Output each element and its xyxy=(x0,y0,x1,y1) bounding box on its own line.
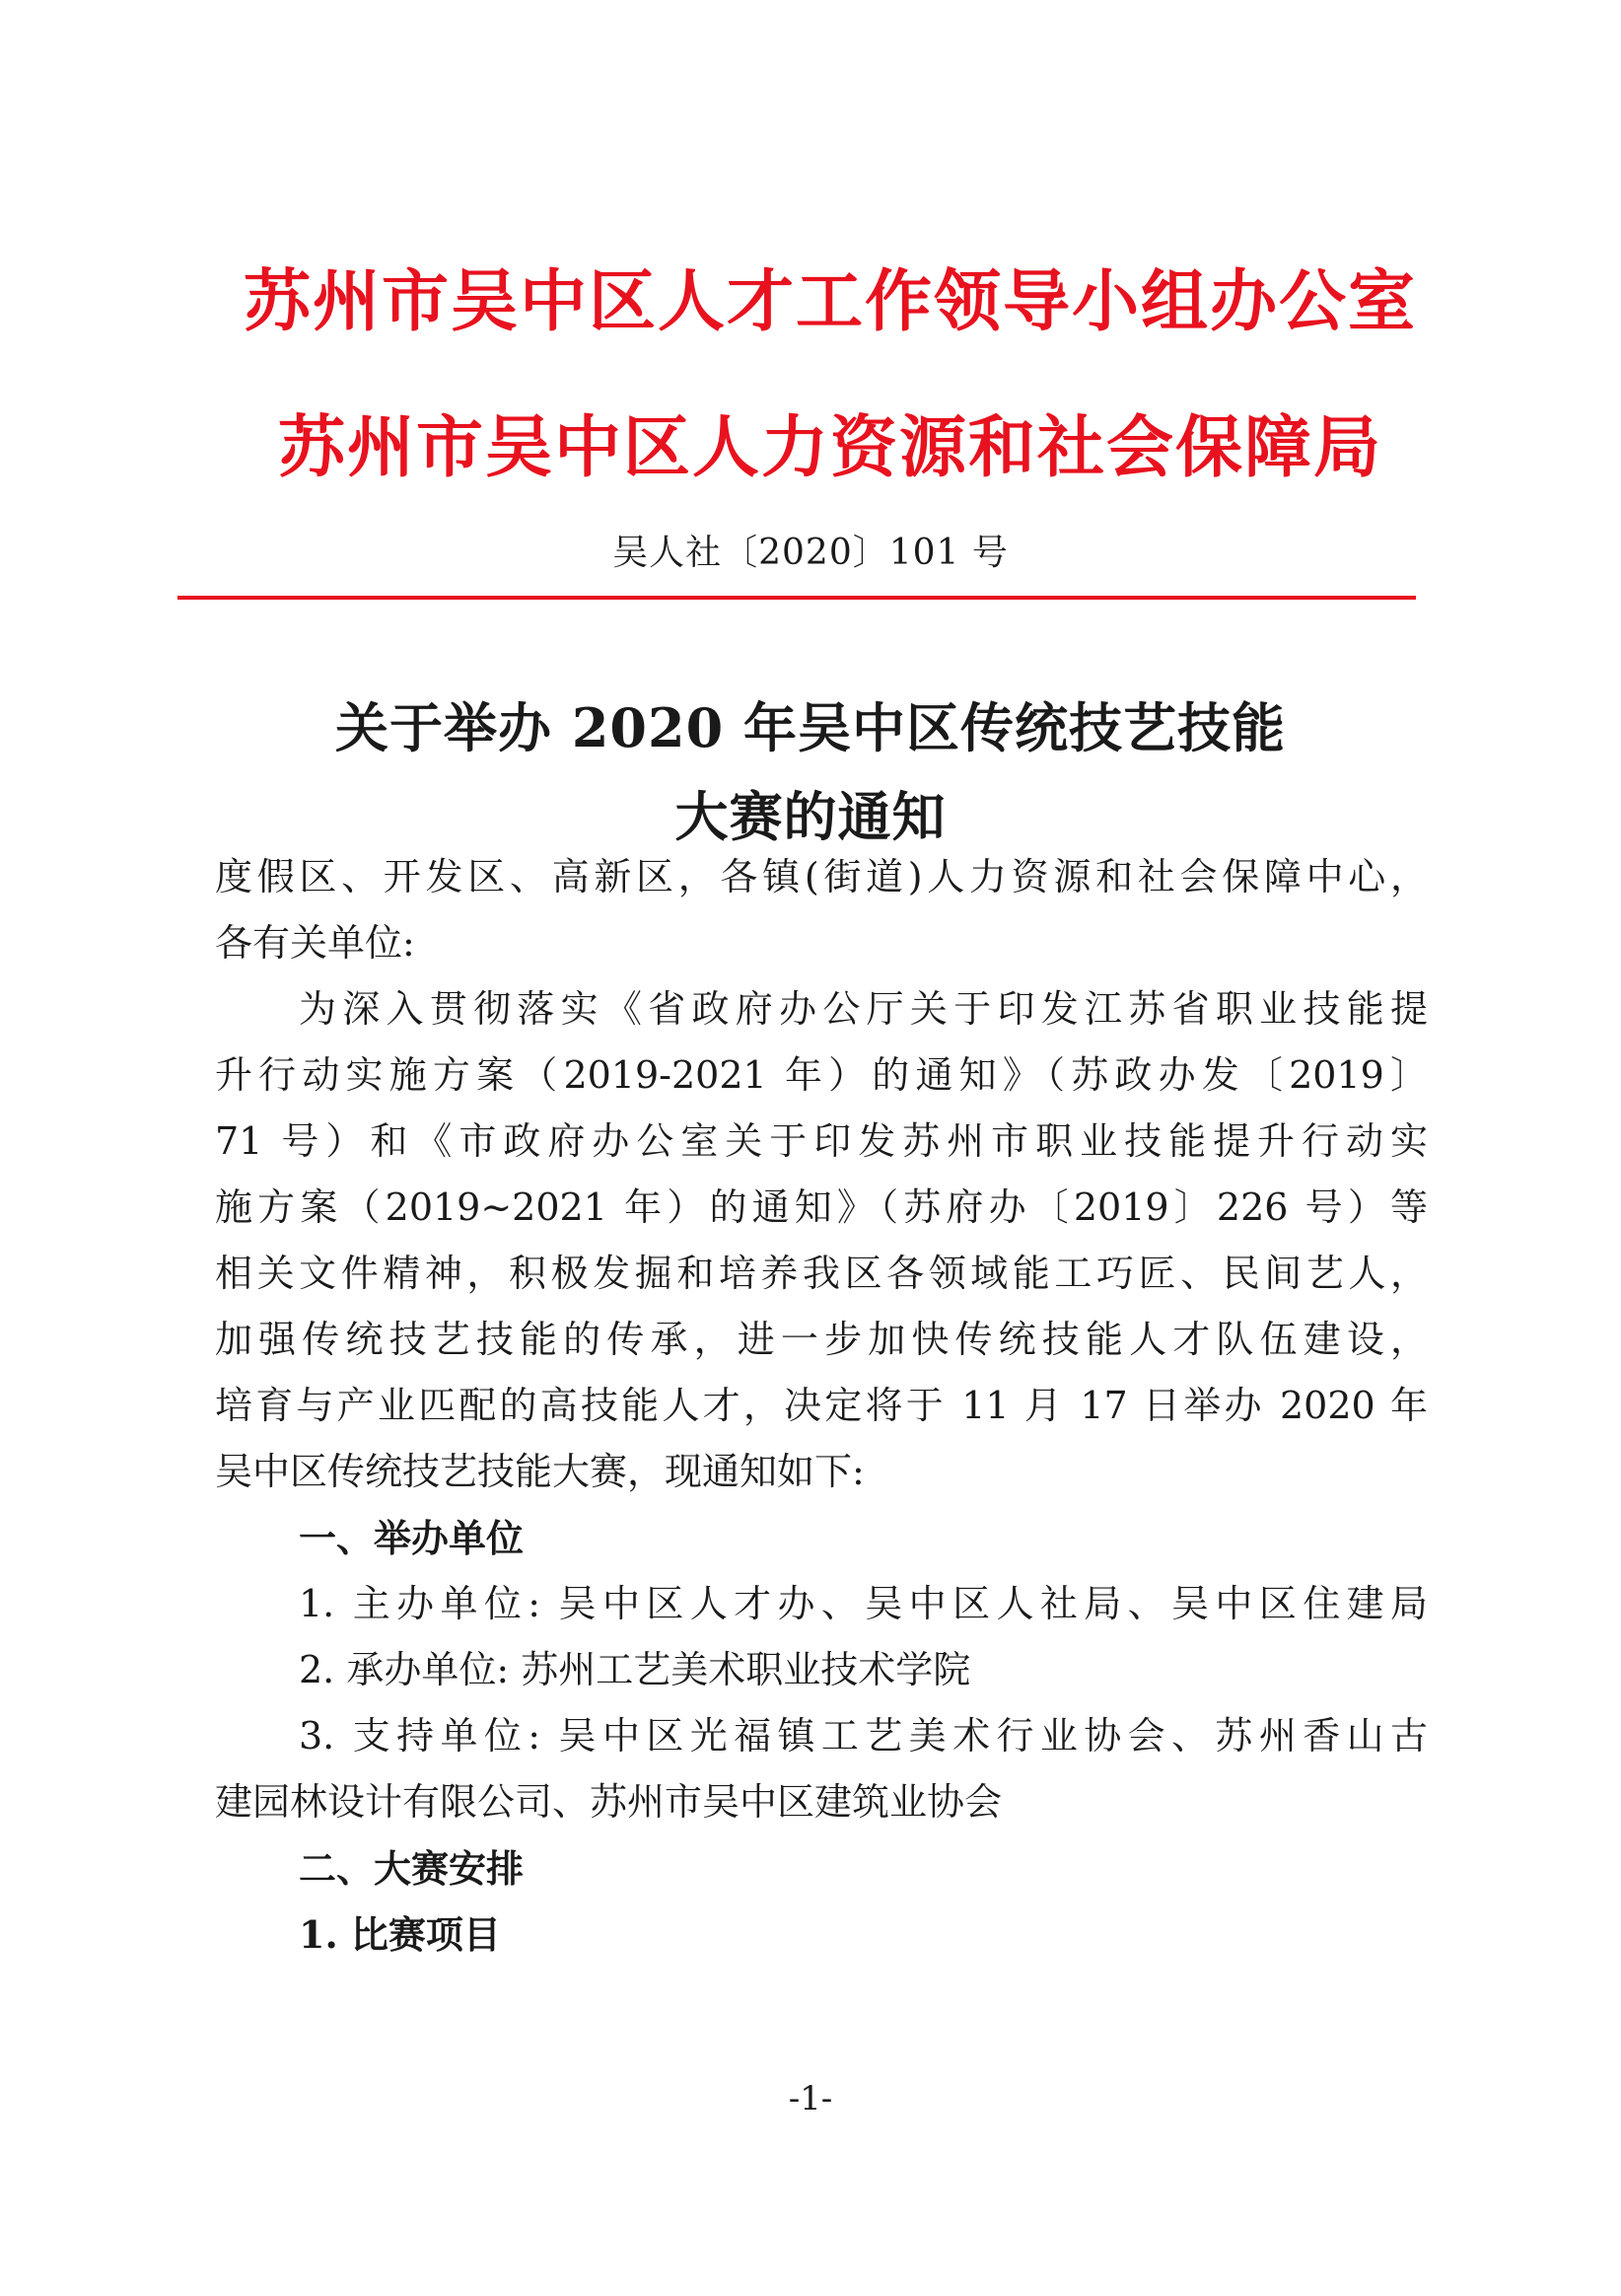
body-line: 加强传统技艺技能的传承，进一步加快传统技能人才队伍建设， xyxy=(215,1318,1428,1361)
document-title-line-1: 关于举办 2020 年吴中区传统技艺技能 xyxy=(335,696,1286,759)
document-number: 吴人社〔2020〕101 号 xyxy=(612,533,1009,573)
issuing-org-line-2: 苏州市吴中区人力资源和社会保障局 xyxy=(277,409,1382,487)
issuing-org-line-1: 苏州市吴中区人才工作领导小组办公室 xyxy=(243,263,1417,341)
body-line: 2. 承办单位: 苏州工艺美术职业技术学院 xyxy=(299,1648,971,1691)
body-line: 各有关单位: xyxy=(215,921,415,965)
body-line: 71 号）和《市政府办公室关于印发苏州市职业技能提升行动实 xyxy=(215,1119,1428,1163)
section-heading-arrangement: 二、大赛安排 xyxy=(299,1846,525,1891)
body-line: 相关文件精神，积极发掘和培养我区各领域能工巧匠、民间艺人， xyxy=(215,1252,1428,1295)
section-heading-organizers: 一、举办单位 xyxy=(299,1516,525,1560)
body-line: 升行动实施方案（2019-2021 年）的通知》（苏政办发〔2019〕 xyxy=(215,1053,1428,1097)
body-line: 为深入贯彻落实《省政府办公厅关于印发江苏省职业技能提 xyxy=(299,987,1428,1031)
body-line: 3. 支持单位: 吴中区光福镇工艺美术行业协会、苏州香山古 xyxy=(299,1714,1428,1758)
body-line: 度假区、开发区、高新区，各镇(街道)人力资源和社会保障中心， xyxy=(215,855,1428,898)
subsection-heading-events: 1. 比赛项目 xyxy=(299,1912,501,1957)
body-line: 培育与产业匹配的高技能人才，决定将于 11 月 17 日举办 2020 年 xyxy=(215,1384,1428,1427)
document-body xyxy=(215,844,1428,1968)
body-line: 施方案（2019~2021 年）的通知》（苏府办〔2019〕226 号）等 xyxy=(215,1185,1428,1229)
body-line: 1. 主办单位: 吴中区人才办、吴中区人社局、吴中区住建局 xyxy=(299,1582,1428,1625)
document-title-line-2: 大赛的通知 xyxy=(674,785,947,848)
body-line: 建园林设计有限公司、苏州市吴中区建筑业协会 xyxy=(215,1780,1003,1824)
page-number: -1- xyxy=(788,2079,833,2118)
red-divider xyxy=(177,596,1416,600)
body-line: 吴中区传统技艺技能大赛，现通知如下: xyxy=(215,1450,865,1493)
